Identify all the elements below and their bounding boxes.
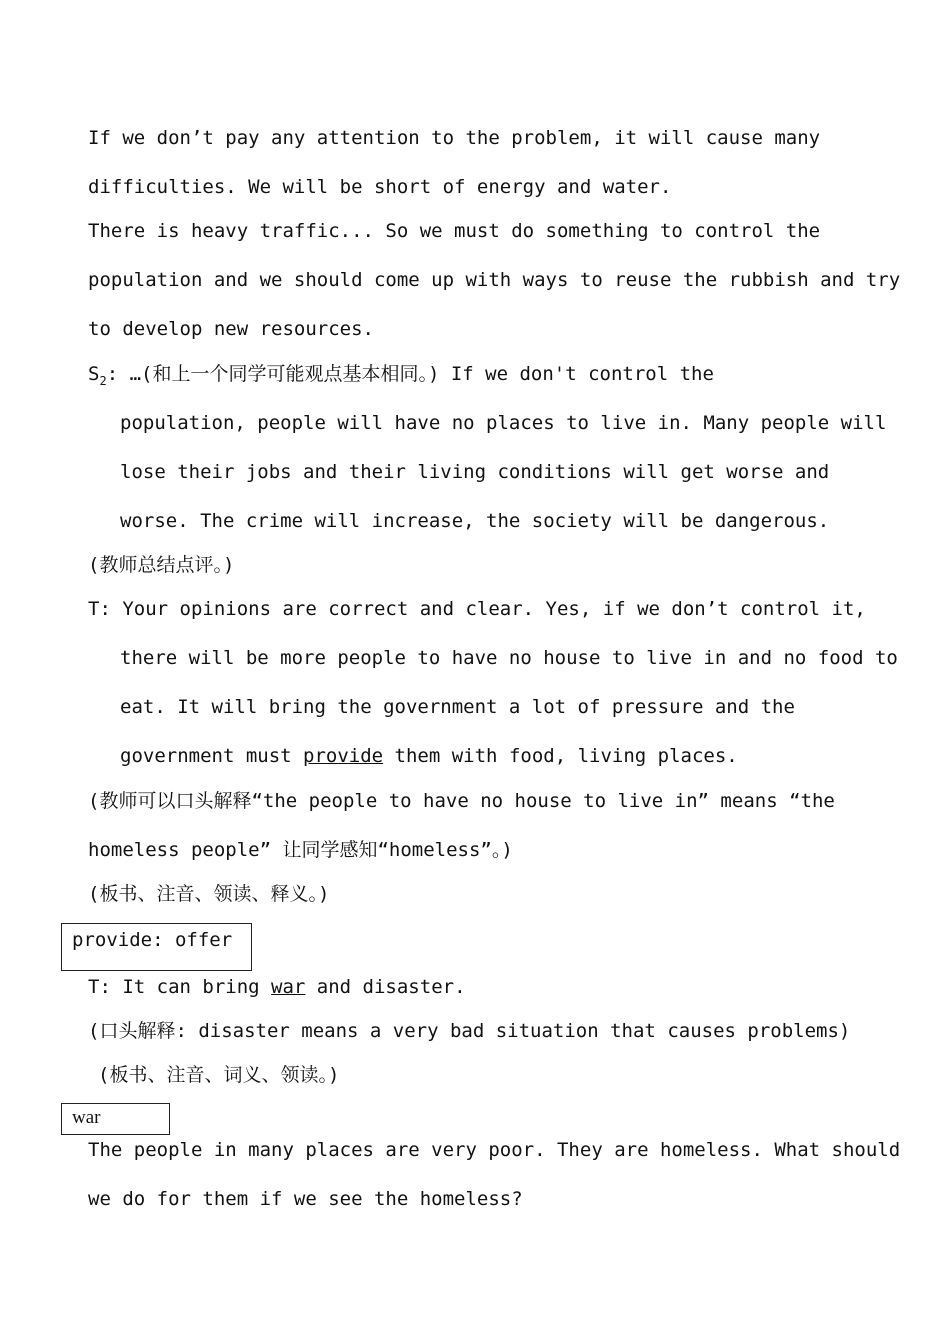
paragraph-line: The people in many places are very poor. They are homeless. What should: [88, 1139, 901, 1161]
student-2-line: [88, 362, 714, 393]
teacher-line-continued: government must provide them with food, living places.: [120, 745, 738, 767]
teacher-note: (教师总结点评。): [88, 554, 235, 576]
blackboard-box-provide: provide: offer: [61, 923, 252, 971]
teacher-note: (板书、注音、词义、领读。): [98, 1064, 340, 1086]
paragraph-line: If we don’t pay any attention to the problem, it will cause many: [88, 127, 821, 149]
paragraph-line: difficulties. We will be short of energy and water.: [88, 176, 672, 198]
teacher-note: (教师可以口头解释“the people to have no house to live in” means “the: [88, 790, 835, 812]
paragraph-line: to develop new resources.: [88, 318, 374, 340]
teacher-line: T: Your opinions are correct and clear. Yes, if we don’t control it,: [88, 598, 866, 620]
student-2-text: : …(和上一个同学可能观点基本相同。) If we don't control the: [106, 363, 714, 385]
student-2-continued: worse. The crime will increase, the society will be dangerous.: [120, 510, 830, 532]
underlined-word-provide: provide: [303, 745, 384, 767]
paragraph-line: we do for them if we see the homeless?: [88, 1188, 523, 1210]
student-2-continued: population, people will have no places to live in. Many people will: [120, 412, 887, 434]
teacher-note: (口头解释: disaster means a very bad situation that causes problems): [88, 1020, 851, 1042]
speaker-label: S: [88, 363, 100, 385]
blackboard-box-war: war: [61, 1103, 170, 1135]
paragraph-line: There is heavy traffic... So we must do something to control the: [88, 220, 821, 242]
underlined-word-war: war: [271, 976, 306, 998]
teacher-note: (板书、注音、领读、释义。): [88, 883, 330, 905]
paragraph-line: population and we should come up with ways to reuse the rubbish and try: [88, 269, 901, 291]
speaker-subscript: 2: [99, 373, 107, 388]
teacher-line: T: It can bring war and disaster.: [88, 976, 466, 998]
teacher-line-continued: eat. It will bring the government a lot of pressure and the: [120, 696, 795, 718]
student-2-continued: lose their jobs and their living conditions will get worse and: [120, 461, 830, 483]
teacher-note: homeless people” 让同学感知“homeless”。): [88, 839, 513, 861]
teacher-line-continued: there will be more people to have no house to live in and no food to: [120, 647, 898, 669]
